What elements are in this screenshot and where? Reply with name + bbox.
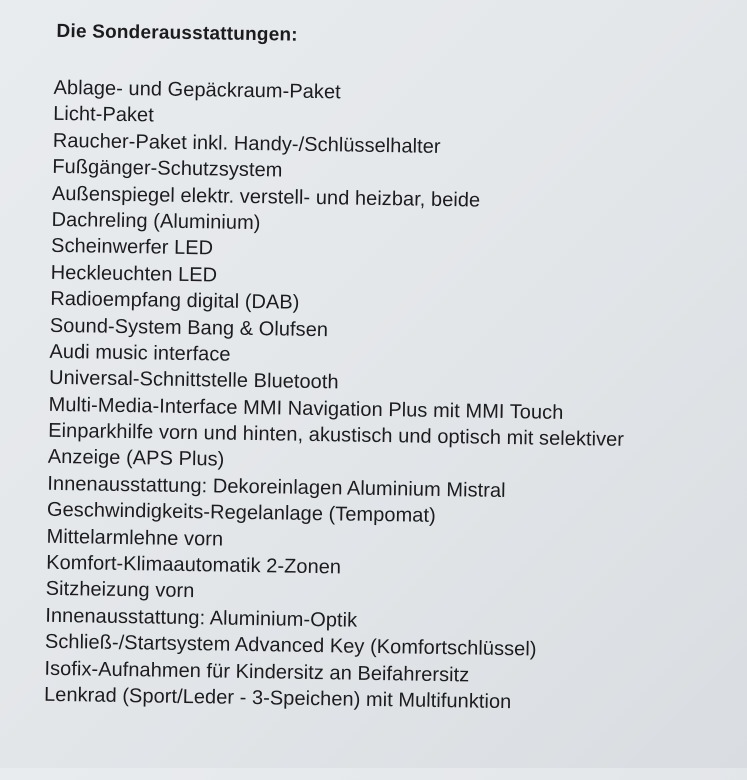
equipment-item: Geschwindigkeits-Regelanlage (Tempomat): [46, 499, 436, 528]
equipment-item: Sitzheizung vorn: [45, 578, 195, 603]
equipment-item: Fußgänger-Schutzsystem: [52, 156, 283, 182]
document-heading: Die Sonderausstattungen:: [56, 20, 298, 46]
equipment-item: Universal-Schnittstelle Bluetooth: [48, 367, 339, 394]
equipment-item: Ablage- und Gepäckraum-Paket: [53, 76, 341, 104]
equipment-item: Scheinwerfer LED: [50, 235, 214, 260]
equipment-item: Schließ-/Startsystem Advanced Key (Komfortschlüssel): [44, 630, 537, 661]
equipment-item: Innenausstattung: Dekoreinlagen Aluminium Mistral: [47, 472, 506, 502]
equipment-list: [44, 75, 630, 717]
equipment-item: Sound-System Bang & Olufsen: [49, 314, 329, 341]
equipment-item: Audi music interface: [49, 340, 231, 366]
equipment-item: Außenspiegel elektr. verstell- und heizbar, beide: [51, 182, 481, 212]
equipment-item: Heckleuchten LED: [50, 261, 218, 287]
equipment-item: Licht-Paket: [53, 103, 154, 127]
equipment-item: Isofix-Aufnahmen für Kindersitz an Beifahrersitz: [44, 657, 470, 687]
equipment-item: Dachreling (Aluminium): [51, 208, 261, 235]
equipment-item: Mittelarmlehne vorn: [46, 525, 224, 551]
equipment-item: Anzeige (APS Plus): [47, 446, 225, 472]
equipment-item: Radioempfang digital (DAB): [50, 287, 300, 314]
equipment-item: Innenausstattung: Aluminium-Optik: [45, 604, 358, 632]
equipment-item: Einparkhilfe vorn und hinten, akustisch und optisch mit selektiver: [48, 419, 625, 451]
equipment-item: Multi-Media-Interface MMI Navigation Plus mit MMI Touch: [48, 393, 564, 424]
equipment-item: Raucher-Paket inkl. Handy-/Schlüsselhalter: [52, 129, 441, 158]
equipment-item: Lenkrad (Sport/Leder - 3-Speichen) mit Multifunktion: [43, 683, 512, 714]
equipment-item: Komfort-Klimaautomatik 2-Zonen: [45, 551, 342, 579]
